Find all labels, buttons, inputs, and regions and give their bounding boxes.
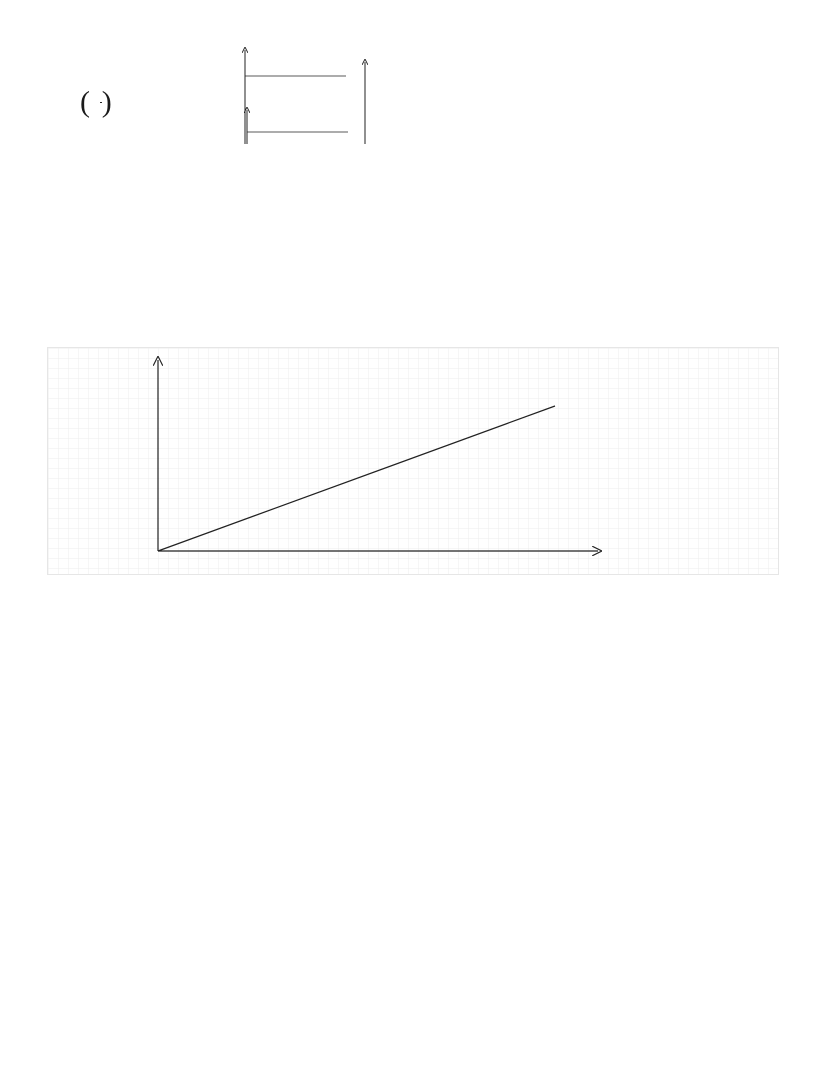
left-paren: ( (80, 85, 90, 119)
formula (47, 82, 112, 122)
linear-graph (48, 348, 778, 574)
wave-diagram (236, 44, 536, 148)
right-paren: ) (101, 85, 112, 119)
graph-panel (47, 347, 779, 575)
